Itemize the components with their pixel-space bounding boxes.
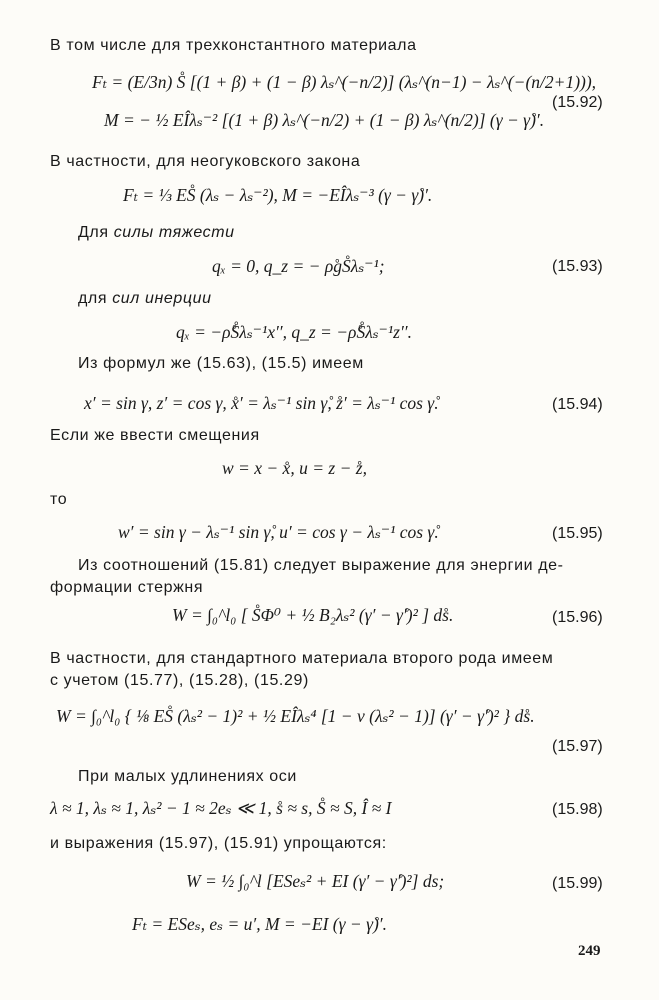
equation-15-92-line-2: M = − ½ EÎλₛ⁻² [(1 + β) λₛ^(−n/2) + (1 − β) λₛ^(n/2)] (γ − γ̊)′. [104,110,545,130]
equation-15-95: w′ = sin γ − λₛ⁻¹ sin γ̊, u′ = cos γ − λₛ⁻¹ cos γ̊. [118,522,439,542]
equation-neo-hookean: Fₜ = ⅓ ES̊ (λₛ − λₛ⁻²), M = −EÎλₛ⁻³ (γ − γ̊)′. [123,185,433,205]
paragraph-text: Из формул же (15.63), (15.5) имеем [78,355,364,372]
paragraph-text: Из соотношений (15.81) следует выражение для энергии де- [78,557,564,574]
equation-15-98: λ ≈ 1, λₛ ≈ 1, λₛ² − 1 ≈ 2eₛ ≪ 1, s̊ ≈ s, S̊ ≈ S, Î ≈ I [50,798,392,818]
paragraph-text: При малых удлинениях оси [78,768,297,785]
equation-15-99: W = ½ ∫₀^l [ESeₛ² + EI (γ′ − γ̊′)²] ds; [186,871,445,891]
equation-number: (15.95) [552,525,603,542]
equation-number: (15.94) [552,396,603,413]
page-number: 249 [578,943,601,959]
paragraph-text: В частности, для неогуковского закона [50,153,361,170]
paragraph-text: то [50,491,68,508]
equation-15-96: W = ∫₀^l₀ [ S̊Φ⁰ + ½ B₂λₛ² (γ′ − γ̊′)² ] ds̊. [172,605,454,625]
equation-displacements: w = x − x̊, u = z − z̊, [222,458,367,478]
paragraph-text: с учетом (15.77), (15.28), (15.29) [50,672,309,689]
equation-15-92-line-1: Fₜ = (E/3n) S̊ [(1 + β) + (1 − β) λₛ^(−n/2)] (λₛ^(n−1) − λₛ^(−(n/2+1))), [92,72,597,92]
equation-number: (15.93) [552,258,603,275]
paragraph-text [78,290,212,308]
equation-15-97: W = ∫₀^l₀ { ⅛ ES̊ (λₛ² − 1)² + ½ EÎλₛ⁴ [1 − ν (λₛ² − 1)] (γ′ − γ̊′)² } ds̊. [56,706,535,726]
equation-15-93: qₓ = 0, q_z = − ρ̊gS̊λₛ⁻¹; [212,256,385,276]
emphasis-text: сил инерции [112,290,212,307]
paragraph-text: Если же ввести смещения [50,427,260,444]
paragraph-text: В том числе для трехконстантного материала [50,37,417,54]
equation-number: (15.97) [552,738,603,755]
equation-15-94: x′ = sin γ, z′ = cos γ, x̊′ = λₛ⁻¹ sin γ̊, z̊′ = λₛ⁻¹ cos γ̊. [84,393,439,413]
equation-inertia: qₓ = −ρ̊S̊λₛ⁻¹x′′, q_z = −ρ̊S̊λₛ⁻¹z′′. [176,322,413,342]
equation-number: (15.96) [552,609,603,626]
paragraph-text [78,224,235,242]
equation-number: (15.98) [552,801,603,818]
equation-number: (15.92) [552,94,603,111]
paragraph-text: и выражения (15.97), (15.91) упрощаются: [50,835,387,852]
equation-small-strain: Fₜ = ESeₛ, eₛ = u′, M = −EI (γ − γ̊)′. [132,914,388,934]
emphasis-text: силы тяжести [113,224,235,241]
paragraph-text-prefix: Для [78,224,114,241]
paragraph-text-prefix: для [78,290,113,307]
equation-number: (15.99) [552,875,603,892]
paragraph-text: В частности, для стандартного материала второго рода имеем [50,650,554,667]
paragraph-text: формации стержня [50,579,204,596]
